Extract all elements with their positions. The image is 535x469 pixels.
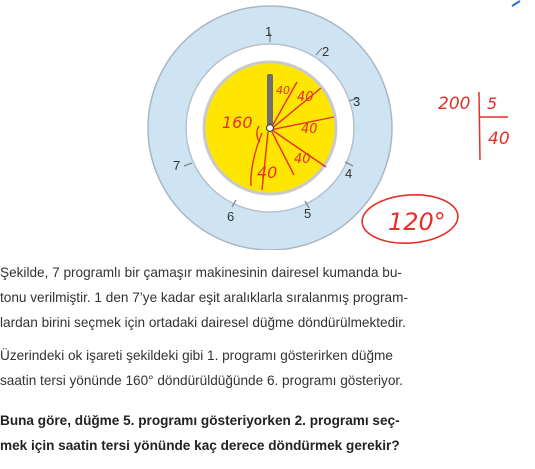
question-line: Buna göre, düğme 5. programı gösteriyorken 2. programı seç- [0, 413, 400, 428]
paragraph-line: saatin tersi yönünde 160° döndürüldüğünde 6. programı gösteriyor. [0, 373, 403, 388]
angle-label-1: 40 [276, 84, 290, 97]
paragraph-line: lardan birini seçmek için ortadaki dairesel düğme döndürülmektedir. [0, 315, 406, 330]
dial-number-5: 5 [304, 206, 312, 221]
knob-pointer [267, 74, 273, 128]
paragraph-line: Şekilde, 7 programlı bir çamaşır makinesinin dairesel kumanda bu- [0, 265, 402, 280]
angle-label-5: 40 [257, 163, 278, 182]
division-divisor: 5 [487, 94, 498, 113]
division-quotient: 40 [488, 129, 510, 149]
circled-answer: 120° [388, 208, 446, 236]
paragraph-line: Üzerindeki ok işareti şekildeki gibi 1. programı gösterirken düğme [0, 348, 393, 363]
angle-label-160: 160 [222, 113, 253, 132]
blue-stroke-mark [512, 1, 520, 6]
dial-number-2: 2 [322, 44, 330, 59]
question-line: mek için saatin tersi yönünde kaç derece döndürmek gerekir? [0, 438, 400, 453]
angle-label-2: 40 [297, 90, 314, 105]
question-paragraph [0, 408, 522, 458]
problem-paragraph-2 [0, 343, 522, 393]
dial-number-3: 3 [353, 94, 361, 109]
problem-paragraph-1 [0, 260, 522, 335]
dial-number-7: 7 [173, 158, 181, 173]
dial-number-6: 6 [227, 209, 235, 224]
angle-label-3: 40 [301, 122, 318, 137]
paragraph-line: tonu verilmiştir. 1 den 7’ye kadar eşit aralıklarla sıralanmış program- [0, 290, 408, 305]
knob-center [267, 125, 274, 132]
angle-label-4: 40 [294, 152, 311, 167]
division-dividend: 200 [438, 94, 471, 114]
dial-number-4: 4 [345, 166, 353, 181]
dial-number-1: 1 [265, 24, 273, 39]
